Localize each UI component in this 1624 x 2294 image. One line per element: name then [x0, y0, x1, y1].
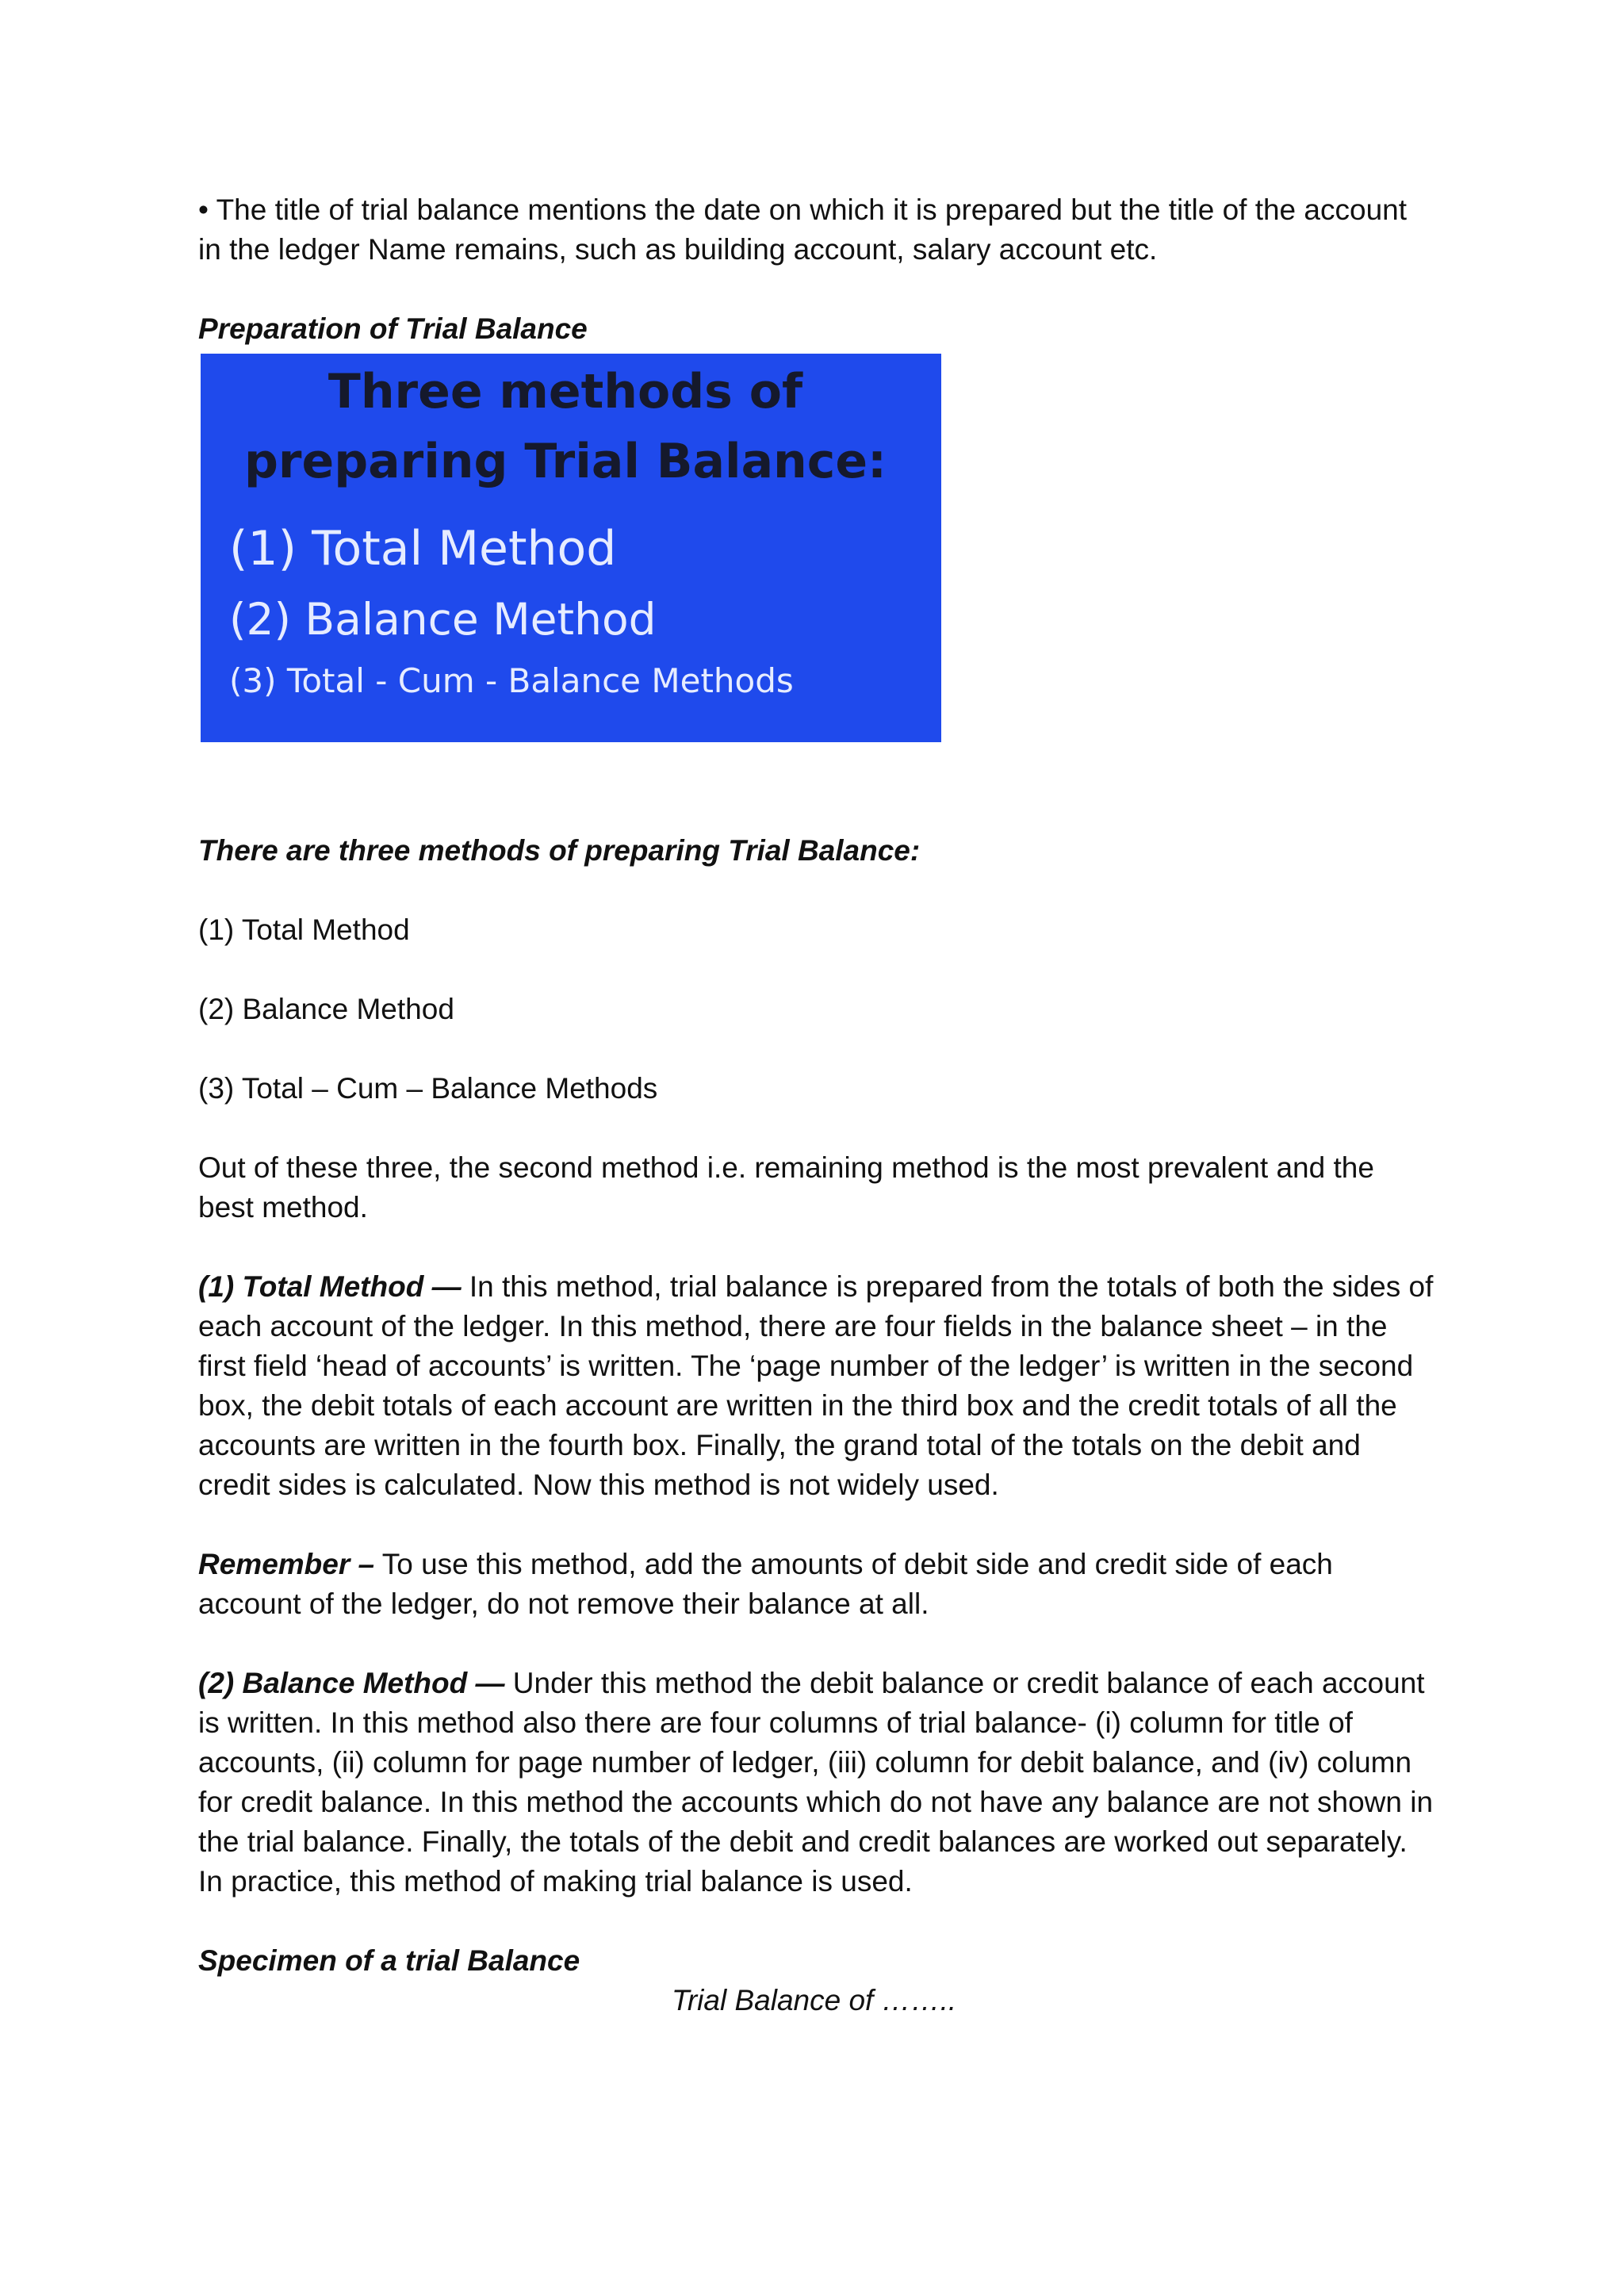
method-item-1: (1) Total Method	[198, 913, 410, 946]
preparation-heading: Preparation of Trial Balance	[198, 312, 588, 345]
methods-infographic	[201, 354, 941, 742]
total-method-paragraph	[198, 1267, 1435, 1505]
infographic-title-line-2: preparing Trial Balance:	[243, 434, 887, 489]
out-of-three-paragraph: Out of these three, the second method i.e. remaining method is the most prevalent and the best method.	[198, 1151, 1374, 1224]
infographic-item-total-cum-balance: (3) Total - Cum - Balance Methods	[229, 661, 794, 700]
method-item-3: (3) Total – Cum – Balance Methods	[198, 1072, 658, 1105]
remember-label: Remember –	[198, 1548, 375, 1580]
remember-paragraph	[198, 1545, 1435, 1624]
infographic-title	[201, 357, 930, 496]
balance-method-label: (2) Balance Method —	[198, 1667, 505, 1699]
methods-heading: There are three methods of preparing Trial Balance:	[198, 834, 921, 867]
intro-bullet-paragraph: • The title of trial balance mentions the date on which it is prepared but the title of the account in the ledger Name remains, such as building account, salary account etc.	[198, 193, 1408, 266]
infographic-item-total-method: (1) Total Method	[229, 521, 617, 576]
total-method-text: In this method, trial balance is prepared from the totals of both the sides of each account of the ledger. In this method, there are four fields in the balance sheet – in the first field ‘head of accounts’ is written. The ‘page number of the ledger’ is written in the second box, the debit totals of each account are written in the third box and the credit totals of all the accounts are written in the fourth box. Finally, the grand total of the totals on the debit and credit sides is calculated. Now this method is not widely used.	[198, 1270, 1434, 1501]
trial-balance-title: Trial Balance of ……..	[672, 1984, 957, 2016]
balance-method-paragraph	[198, 1664, 1435, 1901]
infographic-title-line-1: Three methods of	[327, 364, 803, 419]
specimen-heading: Specimen of a trial Balance	[198, 1944, 580, 1977]
document-content	[198, 190, 1435, 2020]
remember-text: To use this method, add the amounts of debit side and credit side of each account of the ledger, do not remove their balance at all.	[198, 1548, 1333, 1620]
total-method-label: (1) Total Method —	[198, 1270, 462, 1303]
method-item-2: (2) Balance Method	[198, 993, 454, 1025]
balance-method-text: Under this method the debit balance or credit balance of each account is written. In this method also there are four columns of trial balance- (i) column for title of accounts, (ii) column for page number of ledger, (iii) column for debit balance, and (iv) column for credit balance. In this method the accounts which do not have any balance are not shown in the trial balance. Finally, the totals of the debit and credit balances are worked out separately. In practice, this method of making trial balance is used.	[198, 1667, 1434, 1898]
infographic-item-balance-method: (2) Balance Method	[229, 594, 657, 645]
